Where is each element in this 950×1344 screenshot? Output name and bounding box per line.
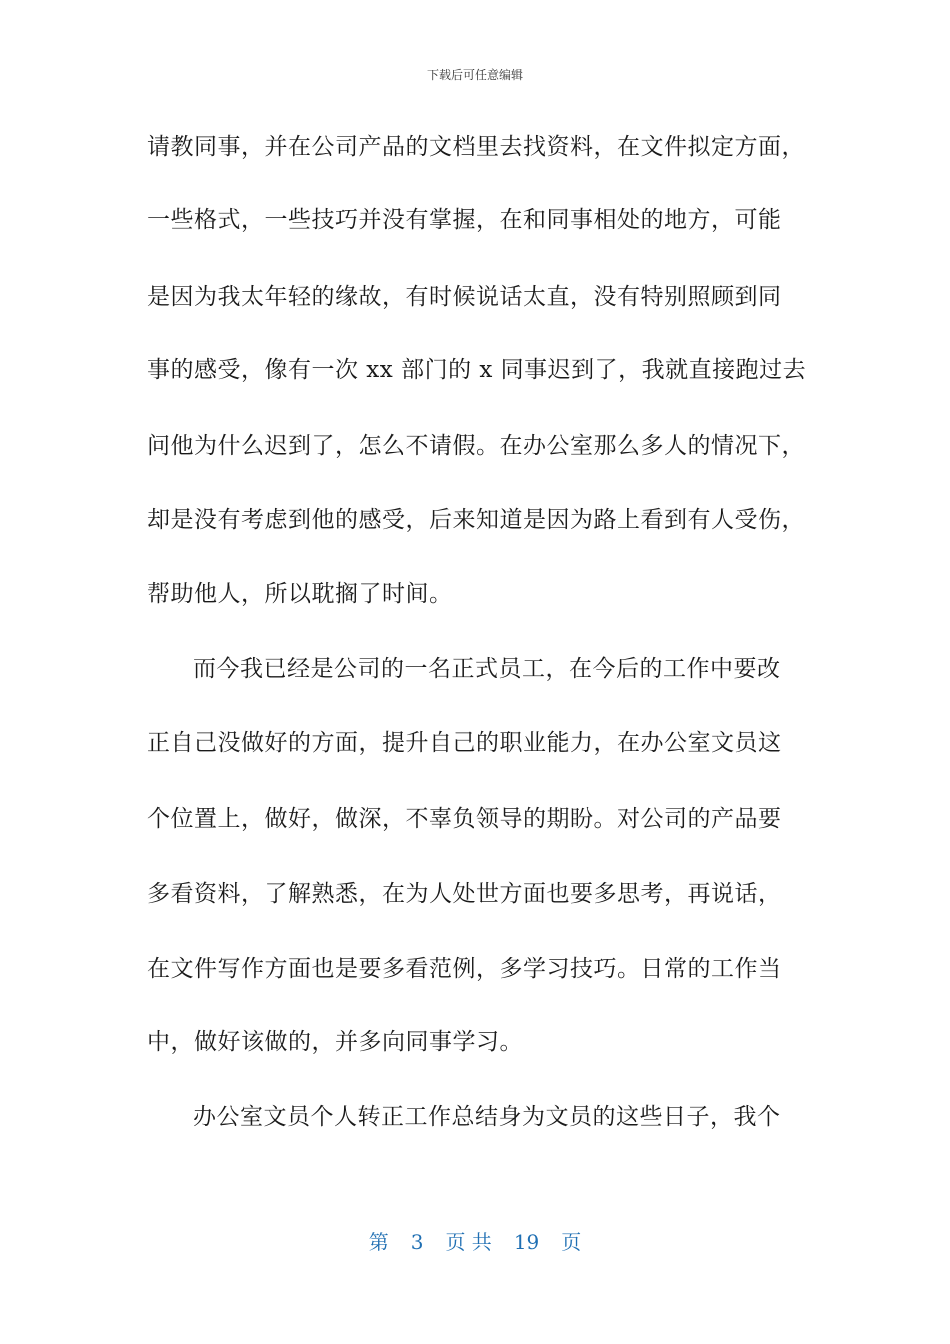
text-line: 个位置上，做好，做深，不辜负领导的期盼。对公司的产品要	[147, 806, 782, 832]
text-line: 多看资料，了解熟悉，在为人处世方面也要多思考，再说话，	[147, 881, 782, 907]
total-pages-number: 19	[513, 1230, 540, 1254]
footer-suffix: 页	[561, 1230, 582, 1254]
text-line: 是因为我太年轻的缘故，有时候说话太直，没有特别照顾到同	[147, 284, 782, 310]
footer-middle: 页 共	[445, 1230, 492, 1254]
text-line: 一些格式，一些技巧并没有掌握，在和同事相处的地方，可能	[147, 207, 782, 233]
page-footer	[0, 1226, 950, 1255]
current-page-number: 3	[410, 1230, 424, 1254]
text-line: 请教同事，并在公司产品的文档里去找资料，在文件拟定方面，	[147, 134, 805, 160]
text-line: 帮助他人，所以耽搁了时间。	[147, 581, 453, 607]
text-line: 正自己没做好的方面，提升自己的职业能力，在办公室文员这	[147, 730, 782, 756]
footer-prefix: 第	[368, 1230, 389, 1254]
page-header: 下载后可任意编辑	[426, 68, 523, 82]
text-line: 中，做好该做的，并多向同事学习。	[147, 1029, 523, 1055]
text-line: 办公室文员个人转正工作总结身为文员的这些日子，我个	[193, 1104, 781, 1130]
text-line: 在文件写作方面也是要多看范例，多学习技巧。日常的工作当	[147, 956, 782, 982]
text-line: 事的感受，像有一次 xx 部门的 x 同事迟到了，我就直接跑过去	[147, 357, 807, 383]
text-line: 却是没有考虑到他的感受，后来知道是因为路上看到有人受伤，	[147, 507, 805, 533]
text-line: 而今我已经是公司的一名正式员工，在今后的工作中要改	[193, 656, 781, 682]
text-line: 问他为什么迟到了，怎么不请假。在办公室那么多人的情况下，	[147, 433, 805, 459]
